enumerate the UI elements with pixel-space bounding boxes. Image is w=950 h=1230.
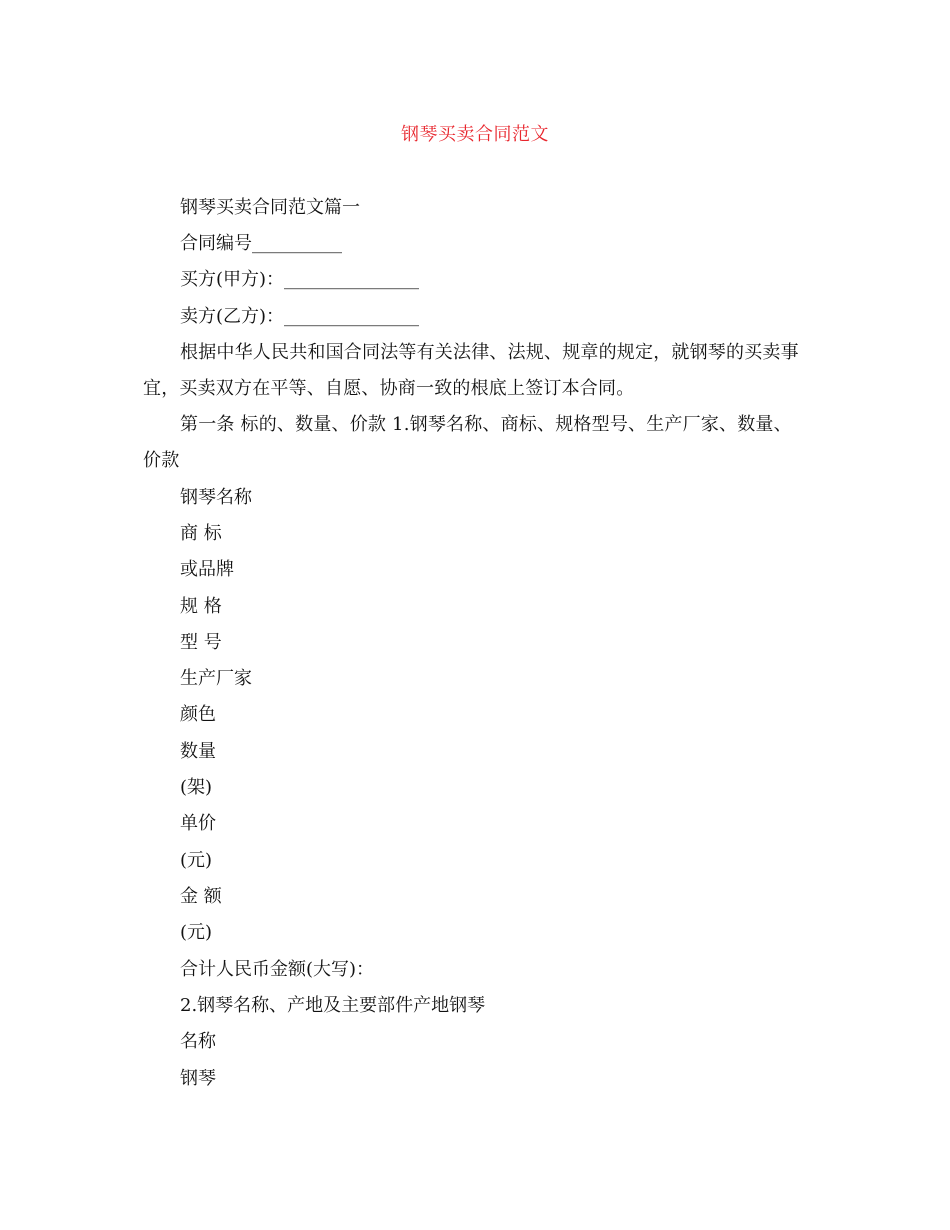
list-item: 单价: [180, 813, 216, 834]
list-item: 商 标: [180, 523, 222, 544]
list-item: 数量: [180, 741, 216, 762]
list-item: 颜色: [180, 704, 216, 725]
list-item: 生产厂家: [180, 668, 252, 689]
intro-paragraph: 根据中华人民共和国合同法等有关法律、法规、规章的规定，就钢琴的买卖事宜，买卖双方在平等、自愿、协商一致的根底上签订本合同。: [143, 342, 799, 399]
list-item: 钢琴: [180, 1068, 216, 1089]
article-one-paragraph: 第一条 标的、数量、价款 1.钢琴名称、商标、规格型号、生产厂家、数量、价款: [143, 414, 792, 471]
list-item: 名称: [180, 1031, 216, 1052]
list-item: 2.钢琴名称、产地及主要部件产地钢琴: [180, 995, 486, 1016]
list-item: 或品牌: [180, 559, 234, 580]
list-item: 金 额: [180, 886, 222, 907]
seller-line: 卖方(乙方)：_______________: [180, 306, 420, 327]
list-item: (架): [180, 777, 213, 798]
document-title: 钢琴买卖合同范文: [401, 124, 549, 145]
list-item: (元): [180, 922, 213, 943]
list-item: 钢琴名称: [180, 487, 252, 508]
list-item: 规 格: [180, 596, 222, 617]
list-item: 型 号: [180, 632, 222, 653]
buyer-line: 买方(甲方)：_______________: [180, 269, 420, 290]
list-item: (元): [180, 850, 213, 871]
contract-number-line: 合同编号__________: [180, 233, 342, 254]
section-heading: 钢琴买卖合同范文篇一: [180, 197, 360, 218]
list-item: 合计人民币金额(大写)：: [180, 959, 375, 980]
